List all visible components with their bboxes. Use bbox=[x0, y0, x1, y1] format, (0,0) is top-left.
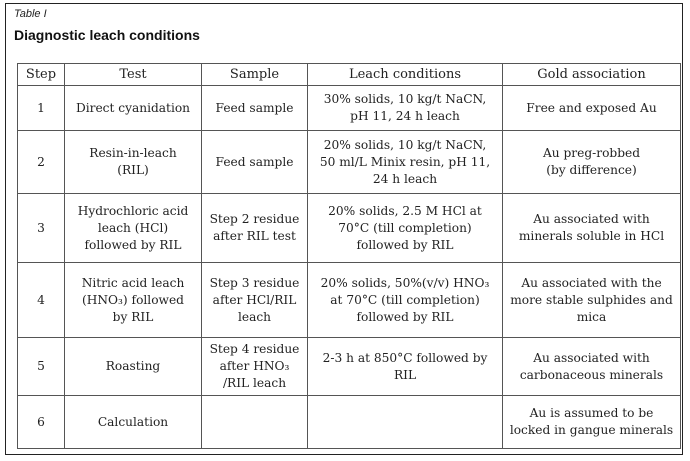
header-leach-conditions: Leach conditions bbox=[308, 64, 503, 86]
cell-test: Nitric acid leach (HNO₃) followed by RIL bbox=[65, 263, 202, 338]
cell-sample: Step 3 residue after HCl/RIL leach bbox=[202, 263, 308, 338]
table-row bbox=[18, 131, 681, 194]
table-title: Diagnostic leach conditions bbox=[14, 27, 200, 43]
cell-leach-conditions: 20% solids, 2.5 M HCl at 70°C (till completion) followed by RIL bbox=[308, 194, 503, 263]
cell-step: 1 bbox=[18, 86, 65, 131]
cell-sample: Feed sample bbox=[202, 131, 308, 194]
table-label: Table I bbox=[14, 8, 47, 20]
cell-leach-conditions: 2-3 h at 850°C followed by RIL bbox=[308, 338, 503, 396]
cell-leach-conditions: 20% solids, 10 kg/t NaCN, 50 ml/L Minix resin, pH 11, 24 h leach bbox=[308, 131, 503, 194]
header-row bbox=[18, 64, 681, 86]
cell-gold-association: Free and exposed Au bbox=[503, 86, 681, 131]
cell-step: 5 bbox=[18, 338, 65, 396]
cell-gold-association: Au is assumed to be locked in gangue minerals bbox=[503, 396, 681, 449]
cell-test: Direct cyanidation bbox=[65, 86, 202, 131]
cell-gold-association: Au associated with carbonaceous minerals bbox=[503, 338, 681, 396]
cell-sample bbox=[202, 396, 308, 449]
cell-step: 3 bbox=[18, 194, 65, 263]
cell-leach-conditions: 30% solids, 10 kg/t NaCN, pH 11, 24 h leach bbox=[308, 86, 503, 131]
table-row bbox=[18, 86, 681, 131]
cell-gold-association: Au associated with the more stable sulphides and mica bbox=[503, 263, 681, 338]
table-row bbox=[18, 263, 681, 338]
cell-sample: Step 2 residue after RIL test bbox=[202, 194, 308, 263]
cell-test: Resin-in-leach (RIL) bbox=[65, 131, 202, 194]
header-step: Step bbox=[18, 64, 65, 86]
header-test: Test bbox=[65, 64, 202, 86]
cell-test: Hydrochloric acid leach (HCl) followed by RIL bbox=[65, 194, 202, 263]
cell-leach-conditions bbox=[308, 396, 503, 449]
cell-leach-conditions: 20% solids, 50%(v/v) HNO₃ at 70°C (till completion) followed by RIL bbox=[308, 263, 503, 338]
cell-test: Roasting bbox=[65, 338, 202, 396]
table-row bbox=[18, 338, 681, 396]
leach-conditions-table bbox=[17, 63, 681, 449]
cell-step: 6 bbox=[18, 396, 65, 449]
cell-step: 2 bbox=[18, 131, 65, 194]
cell-sample: Feed sample bbox=[202, 86, 308, 131]
table-row bbox=[18, 396, 681, 449]
cell-step: 4 bbox=[18, 263, 65, 338]
header-gold-association: Gold association bbox=[503, 64, 681, 86]
cell-sample: Step 4 residue after HNO₃ /RIL leach bbox=[202, 338, 308, 396]
cell-gold-association: Au preg-robbed (by difference) bbox=[503, 131, 681, 194]
header-sample: Sample bbox=[202, 64, 308, 86]
cell-test: Calculation bbox=[65, 396, 202, 449]
cell-gold-association: Au associated with minerals soluble in HCl bbox=[503, 194, 681, 263]
table-row bbox=[18, 194, 681, 263]
